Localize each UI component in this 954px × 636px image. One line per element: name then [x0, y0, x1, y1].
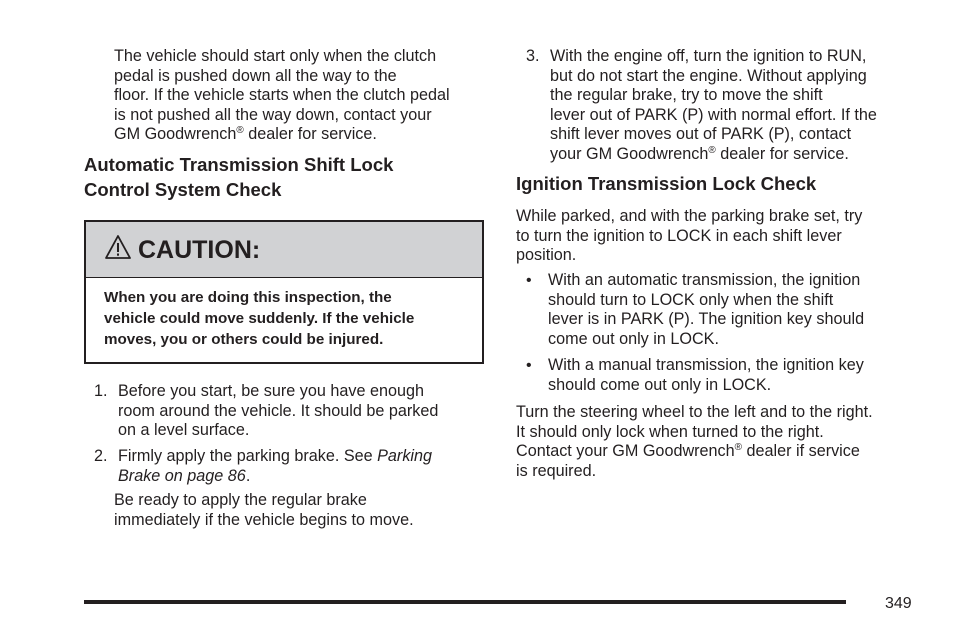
- text-line: to turn the ignition to LOCK in each shift lever: [516, 226, 842, 245]
- caution-text: [104, 287, 474, 350]
- text-span: .: [245, 466, 251, 485]
- text-span: GM Goodwrench: [114, 125, 237, 144]
- text-line: lever out of PARK (P) with normal effort. If the: [550, 105, 877, 124]
- text-line: Be ready to apply the regular brake: [114, 491, 367, 509]
- text-line: come out only in LOCK.: [548, 329, 719, 348]
- text-line: [114, 125, 377, 145]
- text-line: pedal is pushed down all the way to the: [114, 66, 397, 85]
- cross-reference-link[interactable]: Brake on page 86: [118, 466, 246, 485]
- text-line: immediately if the vehicle begins to move.: [114, 510, 414, 529]
- text-span: dealer if service: [742, 442, 860, 461]
- text-line: It should only lock when turned to the right.: [516, 422, 824, 441]
- heading-line: Control System Check: [84, 179, 282, 200]
- text-line: Before you start, be sure you have enough: [118, 382, 424, 400]
- step-number: 2.: [94, 447, 108, 465]
- text-line: With the engine off, turn the ignition to RUN,: [550, 47, 867, 65]
- text-span: Firmly apply the parking brake. See: [118, 447, 378, 465]
- text-line: shift lever moves out of PARK (P), contact: [550, 125, 852, 144]
- section-heading-ignition-lock: Ignition Transmission Lock Check: [516, 173, 817, 194]
- text-line: is not pushed all the way down, contact your: [114, 105, 432, 124]
- text-line: With an automatic transmission, the ignition: [548, 271, 861, 289]
- text-line: The vehicle should start only when the clutch: [114, 47, 437, 65]
- text-line: should come out only in LOCK.: [548, 375, 772, 394]
- text-span: your GM Goodwrench: [550, 145, 709, 163]
- text-line: but do not start the engine. Without applying: [550, 66, 867, 85]
- text-line: lever is in PARK (P). The ignition key should: [548, 310, 865, 329]
- registered-mark: ®: [734, 442, 743, 454]
- text-line: on a level surface.: [118, 421, 250, 440]
- text-line: While parked, and with the parking brake set, try: [516, 207, 863, 225]
- text-line: floor. If the vehicle starts when the clutch pedal: [114, 86, 450, 105]
- text-span: dealer for service.: [715, 145, 849, 163]
- text-line: [550, 145, 849, 165]
- text-line: the regular brake, try to move the shift: [550, 86, 823, 105]
- text-span: Contact your GM Goodwrench: [516, 442, 735, 461]
- text-span: dealer for service.: [243, 125, 377, 144]
- cross-reference-link[interactable]: Parking: [377, 447, 433, 465]
- bullet-icon: •: [526, 272, 532, 289]
- text-line: With a manual transmission, the ignition key: [548, 356, 864, 374]
- caution-title: CAUTION:: [138, 236, 261, 264]
- text-line: [118, 447, 432, 467]
- footer-rule: [84, 600, 846, 604]
- caution-header: [86, 222, 482, 278]
- bullet-icon: •: [526, 357, 532, 374]
- text-line: position.: [516, 246, 577, 265]
- caution-line: moves, you or others could be injured.: [104, 331, 384, 348]
- heading-line: Automatic Transmission Shift Lock: [84, 154, 394, 175]
- caution-line: vehicle could move suddenly. If the vehicle: [104, 310, 415, 327]
- text-line: is required.: [516, 461, 597, 480]
- step-number: 1.: [94, 382, 108, 400]
- text-line: should turn to LOCK only when the shift: [548, 290, 834, 309]
- registered-mark: ®: [708, 145, 716, 156]
- caution-box: [84, 220, 484, 364]
- text-line: room around the vehicle. It should be parked: [118, 401, 439, 420]
- caution-line: When you are doing this inspection, the: [104, 289, 392, 306]
- text-line: [516, 442, 860, 462]
- page-number: 349: [885, 595, 912, 612]
- step-number: 3.: [526, 47, 540, 65]
- warning-triangle-icon: [105, 234, 131, 260]
- registered-mark: ®: [236, 125, 244, 137]
- text-line: Turn the steering wheel to the left and to the right.: [516, 403, 873, 421]
- text-line: [118, 467, 250, 487]
